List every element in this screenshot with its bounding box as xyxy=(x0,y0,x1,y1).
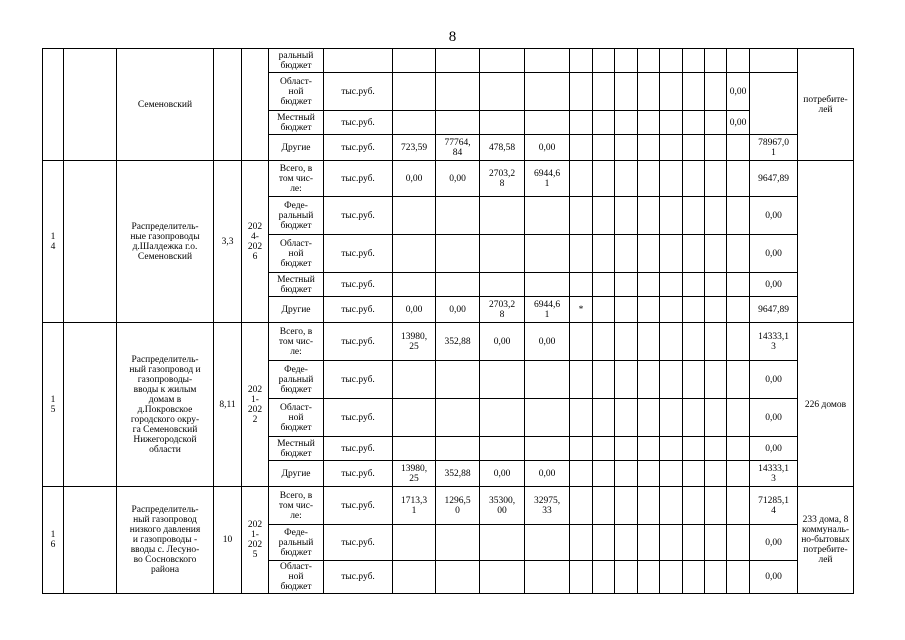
amount-cell: 6944,6 1 xyxy=(525,297,570,323)
object-name: Распределитель- ные газопроводы д.Шалдежка г.о. Семеновский xyxy=(117,161,214,323)
source-total: Всего, в том чис- ле: xyxy=(269,161,324,197)
total-cell: 0,00 xyxy=(750,235,798,273)
unit: тыс.руб. xyxy=(324,73,393,111)
total-cell: 71285,1 4 xyxy=(750,487,798,525)
unit: тыс.руб. xyxy=(324,399,393,437)
amount-cell: 0,00 xyxy=(436,297,480,323)
amount-cell: 32975, 33 xyxy=(525,487,570,525)
total-cell: 9647,89 xyxy=(750,297,798,323)
source-municipal: Местный бюджет xyxy=(269,437,324,461)
amount-cell: 0,00 xyxy=(525,461,570,487)
object-name: Распределитель- ный газопровод низкого давления и газопроводы - вводы с. Лесуно- во Сосновского района xyxy=(117,487,214,594)
source-total: Всего, в том чис- ле: xyxy=(269,487,324,525)
total-cell: 0,00 xyxy=(750,361,798,399)
total-cell: 78967,0 1 xyxy=(750,135,798,161)
source-federal: Феде- ральный бюджет xyxy=(269,197,324,235)
amount-cell: 2703,2 8 xyxy=(480,297,525,323)
source-other: Другие xyxy=(269,135,324,161)
amount-cell: 1296,5 0 xyxy=(436,487,480,525)
result-cell: 226 домов xyxy=(798,323,854,487)
total-cell: 14333,1 3 xyxy=(750,461,798,487)
amount-cell: 13980, 25 xyxy=(393,461,436,487)
unit: тыс.руб. xyxy=(324,525,393,561)
unit: тыс.руб. xyxy=(324,561,393,594)
unit: тыс.руб. xyxy=(324,161,393,197)
period: 202 1- 202 2 xyxy=(242,323,269,487)
total-cell: 14333,1 3 xyxy=(750,323,798,361)
total-cell: 0,00 xyxy=(750,525,798,561)
unit: тыс.руб. xyxy=(324,135,393,161)
source-regional: Област- ной бюджет xyxy=(269,235,324,273)
source-other: Другие xyxy=(269,297,324,323)
amount-cell: 352,88 xyxy=(436,323,480,361)
amount-cell: 1713,3 1 xyxy=(393,487,436,525)
unit: тыс.руб. xyxy=(324,361,393,399)
amount-cell: 6944,6 1 xyxy=(525,161,570,197)
row-number: 1 4 xyxy=(43,161,64,323)
table-row xyxy=(43,49,854,73)
mark-cell: * xyxy=(570,297,593,323)
period: 202 1- 202 5 xyxy=(242,487,269,594)
source-regional: Област- ной бюджет xyxy=(269,561,324,594)
unit: тыс.руб. xyxy=(324,273,393,297)
source-other: Другие xyxy=(269,461,324,487)
total-cell: 0,00 xyxy=(750,561,798,594)
source-regional: Област- ной бюджет xyxy=(269,73,324,111)
amount-cell: 478,58 xyxy=(480,135,525,161)
source-federal: Феде- ральный бюджет xyxy=(269,525,324,561)
unit: тыс.руб. xyxy=(324,111,393,135)
unit: тыс.руб. xyxy=(324,297,393,323)
total-cell: 0,00 xyxy=(750,197,798,235)
source-regional: Област- ной бюджет xyxy=(269,399,324,437)
amount-cell: 13980, 25 xyxy=(393,323,436,361)
row-number: 1 6 xyxy=(43,487,64,594)
table-row xyxy=(43,161,854,197)
amount-cell: 35300, 00 xyxy=(480,487,525,525)
length: 10 xyxy=(214,487,242,594)
amount-cell: 0,00 xyxy=(480,461,525,487)
investment-table xyxy=(42,48,854,594)
amount-cell: 0,00 xyxy=(480,323,525,361)
object-name: Распределитель- ный газопровод и газопроводы- вводы к жилым домам в д.Покровское городского окру- га Семеновский Нижегородской области xyxy=(117,323,214,487)
total-cell: 9647,89 xyxy=(750,161,798,197)
object-name: Семеновский xyxy=(117,49,214,161)
amount-cell: 0,00 xyxy=(393,161,436,197)
page-number: 8 xyxy=(448,29,457,45)
source-total: Всего, в том чис- ле: xyxy=(269,323,324,361)
total-cell: 0,00 xyxy=(750,399,798,437)
amount-cell: 352,88 xyxy=(436,461,480,487)
length: 8,11 xyxy=(214,323,242,487)
total-cell: 0,00 xyxy=(750,437,798,461)
result-cell: 233 дома, 8 коммуналь- но-бытовых потребите- лей xyxy=(798,487,854,594)
source-municipal: Местный бюджет xyxy=(269,111,324,135)
source-municipal: Местный бюджет xyxy=(269,273,324,297)
amount-cell: 2703,2 8 xyxy=(480,161,525,197)
table-row xyxy=(43,487,854,525)
table-row xyxy=(43,323,854,361)
source-federal: Феде- ральный бюджет xyxy=(269,361,324,399)
source-federal: ральный бюджет xyxy=(269,49,324,73)
amount-cell: 0,00 xyxy=(393,297,436,323)
total-cell: 0,00 xyxy=(750,273,798,297)
period: 202 4- 202 6 xyxy=(242,161,269,323)
total-cell: 0,00 xyxy=(727,73,750,111)
row-number: 1 5 xyxy=(43,323,64,487)
unit: тыс.руб. xyxy=(324,461,393,487)
result-cell: потребите- лей xyxy=(798,49,854,161)
unit: тыс.руб. xyxy=(324,437,393,461)
unit: тыс.руб. xyxy=(324,235,393,273)
length: 3,3 xyxy=(214,161,242,323)
amount-cell: 0,00 xyxy=(525,135,570,161)
unit: тыс.руб. xyxy=(324,323,393,361)
result-cell xyxy=(798,161,854,323)
amount-cell: 0,00 xyxy=(525,323,570,361)
amount-cell: 77764, 84 xyxy=(436,135,480,161)
amount-cell: 0,00 xyxy=(436,161,480,197)
unit: тыс.руб. xyxy=(324,197,393,235)
total-cell: 0,00 xyxy=(727,111,750,135)
amount-cell: 723,59 xyxy=(393,135,436,161)
unit: тыс.руб. xyxy=(324,487,393,525)
